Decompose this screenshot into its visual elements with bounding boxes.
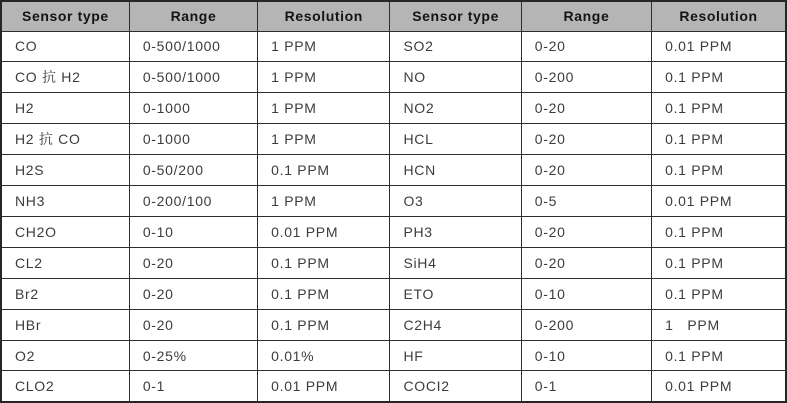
- cell-resolution: 0.1 PPM: [652, 93, 786, 124]
- cell-resolution: 0.1 PPM: [652, 340, 786, 371]
- table-row: [1, 371, 786, 402]
- cell-sensor-type: HCN: [390, 155, 521, 186]
- cell-range: 0-20: [129, 247, 257, 278]
- cell-range: 0-500/1000: [129, 31, 257, 62]
- cell-range: 0-20: [521, 31, 651, 62]
- cell-range: 0-10: [521, 278, 651, 309]
- table-row: [1, 247, 786, 278]
- cell-resolution: 1 PPM: [258, 62, 390, 93]
- table-row: [1, 31, 786, 62]
- cell-resolution: 1 PPM: [258, 31, 390, 62]
- cell-range: 0-200: [521, 62, 651, 93]
- cell-range: 0-5: [521, 186, 651, 217]
- cell-resolution: 0.1 PPM: [652, 247, 786, 278]
- cell-sensor-type: O3: [390, 186, 521, 217]
- table-row: [1, 216, 786, 247]
- cell-resolution: 0.01 PPM: [652, 371, 786, 402]
- cell-range: 0-1000: [129, 93, 257, 124]
- cell-sensor-type: NO: [390, 62, 521, 93]
- cell-range: 0-20: [521, 216, 651, 247]
- cell-sensor-type: H2: [1, 93, 129, 124]
- cell-range: 0-500/1000: [129, 62, 257, 93]
- cell-range: 0-20: [129, 309, 257, 340]
- cell-resolution: 0.1 PPM: [652, 62, 786, 93]
- table-row: [1, 62, 786, 93]
- col-header-resolution-right: Resolution: [652, 1, 786, 31]
- cell-resolution: 0.1 PPM: [652, 278, 786, 309]
- cell-sensor-type: C2H4: [390, 309, 521, 340]
- table-body: [1, 31, 786, 402]
- cell-range: 0-20: [521, 247, 651, 278]
- cell-range: 0-50/200: [129, 155, 257, 186]
- cell-range: 0-20: [129, 278, 257, 309]
- cell-resolution: 0.01 PPM: [258, 216, 390, 247]
- cell-sensor-type: SO2: [390, 31, 521, 62]
- cell-resolution: 0.01 PPM: [652, 31, 786, 62]
- cell-resolution: 0.1 PPM: [652, 155, 786, 186]
- cell-resolution: 0.1 PPM: [258, 309, 390, 340]
- cell-range: 0-20: [521, 124, 651, 155]
- cell-sensor-type: HF: [390, 340, 521, 371]
- cell-sensor-type: SiH4: [390, 247, 521, 278]
- cell-resolution: 0.1 PPM: [258, 247, 390, 278]
- cell-resolution: 0.01%: [258, 340, 390, 371]
- cell-resolution: 1 PPM: [258, 124, 390, 155]
- cell-range: 0-1000: [129, 124, 257, 155]
- cell-range: 0-10: [129, 216, 257, 247]
- cell-sensor-type: H2 抗 CO: [1, 124, 129, 155]
- col-header-sensor-type-right: Sensor type: [390, 1, 521, 31]
- cell-range: 0-20: [521, 93, 651, 124]
- table-row: [1, 309, 786, 340]
- cell-resolution: 0.01 PPM: [258, 371, 390, 402]
- cell-sensor-type: HCL: [390, 124, 521, 155]
- col-header-sensor-type-left: Sensor type: [1, 1, 129, 31]
- cell-resolution: 0.1 PPM: [258, 155, 390, 186]
- cell-sensor-type: CLO2: [1, 371, 129, 402]
- table-header: [1, 1, 786, 31]
- cell-sensor-type: CO: [1, 31, 129, 62]
- cell-resolution: 1 PPM: [258, 186, 390, 217]
- cell-range: 0-200: [521, 309, 651, 340]
- cell-sensor-type: PH3: [390, 216, 521, 247]
- col-header-range-left: Range: [129, 1, 257, 31]
- cell-range: 0-200/100: [129, 186, 257, 217]
- cell-resolution: 0.1 PPM: [652, 124, 786, 155]
- cell-resolution: 0.01 PPM: [652, 186, 786, 217]
- cell-range: 0-20: [521, 155, 651, 186]
- cell-resolution: 1 PPM: [258, 93, 390, 124]
- cell-sensor-type: CO 抗 H2: [1, 62, 129, 93]
- cell-range: 0-25%: [129, 340, 257, 371]
- table-row: [1, 124, 786, 155]
- col-header-resolution-left: Resolution: [258, 1, 390, 31]
- cell-sensor-type: Br2: [1, 278, 129, 309]
- cell-resolution: 0.1 PPM: [652, 216, 786, 247]
- table-row: [1, 155, 786, 186]
- cell-sensor-type: HBr: [1, 309, 129, 340]
- table-row: [1, 340, 786, 371]
- table-row: [1, 278, 786, 309]
- table-row: [1, 93, 786, 124]
- cell-sensor-type: COCI2: [390, 371, 521, 402]
- cell-sensor-type: NO2: [390, 93, 521, 124]
- cell-sensor-type: CL2: [1, 247, 129, 278]
- table-row: [1, 186, 786, 217]
- cell-sensor-type: ETO: [390, 278, 521, 309]
- cell-sensor-type: CH2O: [1, 216, 129, 247]
- cell-sensor-type: O2: [1, 340, 129, 371]
- cell-range: 0-1: [129, 371, 257, 402]
- header-row: [1, 1, 786, 31]
- cell-range: 0-1: [521, 371, 651, 402]
- col-header-range-right: Range: [521, 1, 651, 31]
- cell-sensor-type: NH3: [1, 186, 129, 217]
- cell-sensor-type: H2S: [1, 155, 129, 186]
- cell-range: 0-10: [521, 340, 651, 371]
- cell-resolution: 0.1 PPM: [258, 278, 390, 309]
- cell-resolution: 1 PPM: [652, 309, 786, 340]
